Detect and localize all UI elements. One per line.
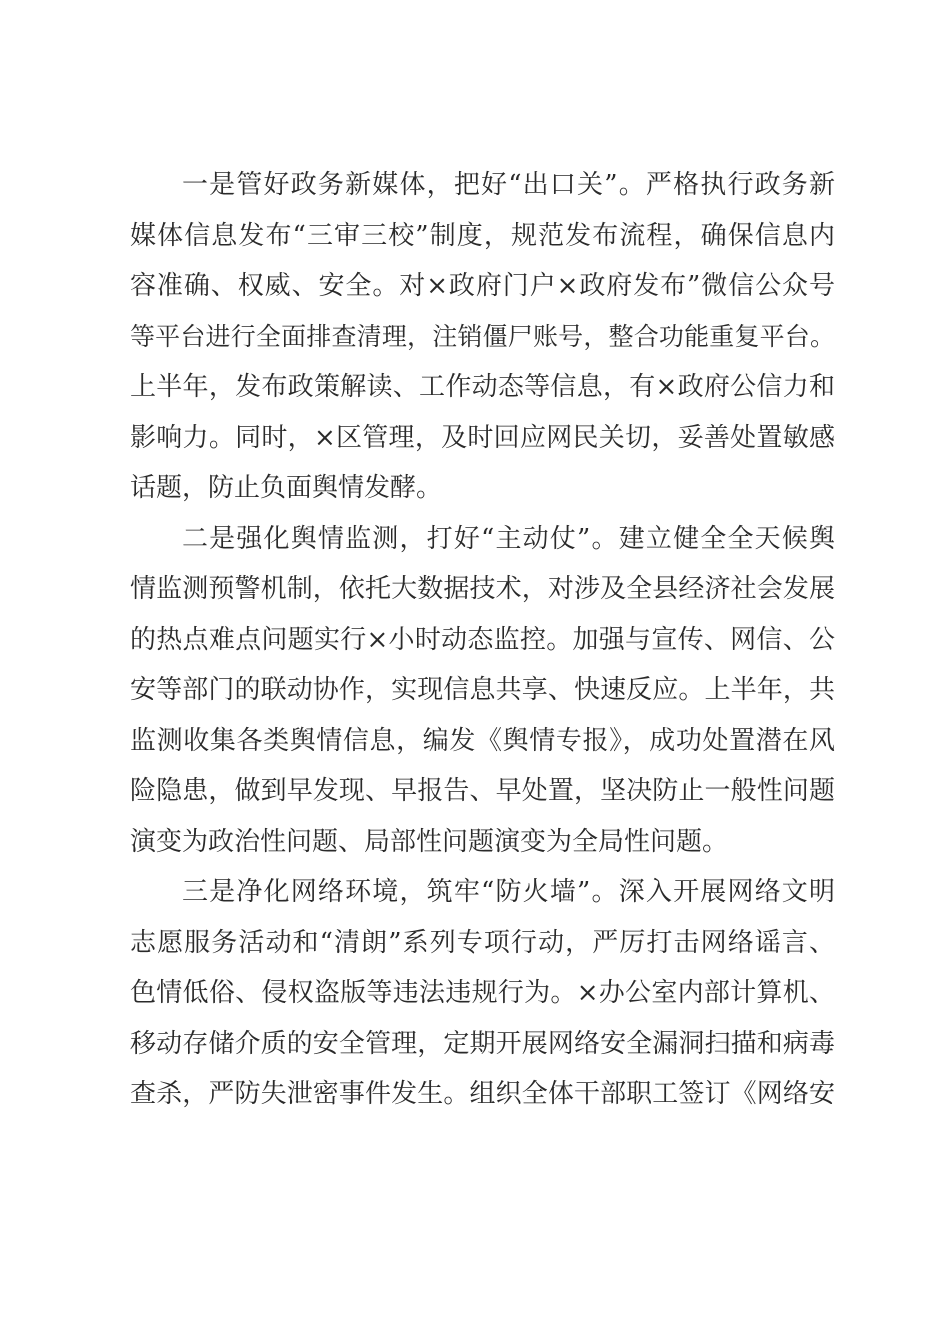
text-line: 情监测预警机制，依托大数据技术，对涉及全县经济社会发展	[130, 574, 835, 604]
paragraph-2	[130, 514, 835, 868]
text-line: 上半年，发布政策解读、工作动态等信息，有×政府公信力和	[130, 372, 835, 402]
text-line: 影响力。同时，×区管理，及时回应网民关切，妥善处置敏感	[130, 422, 835, 453]
text-line: 的热点难点问题实行×小时动态监控。加强与宣传、网信、公	[130, 624, 835, 655]
paragraph-1	[130, 160, 835, 514]
text-line: 二是强化舆情监测，打好“主动仗”。建立健全全天候舆	[182, 523, 835, 554]
text-line: 志愿服务活动和“清朗”系列专项行动，严厉打击网络谣言、	[130, 927, 835, 958]
text-line: 演变为政治性问题、局部性问题演变为全局性问题。	[130, 826, 729, 857]
text-line: 查杀，严防失泄密事件发生。组织全体干部职工签订《网络安	[130, 1079, 835, 1109]
text-line: 一是管好政务新媒体，把好“出口关”。严格执行政务新	[182, 170, 835, 200]
text-line: 监测收集各类舆情信息，编发《舆情专报》，成功处置潜在风	[130, 725, 835, 756]
text-line: 媒体信息发布“三审三校”制度，规范发布流程，确保信息内	[130, 220, 835, 251]
text-line: 容准确、权威、安全。对×政府门户×政府发布”微信公众号	[130, 271, 835, 301]
text-line: 等平台进行全面排查清理，注销僵尸账号，整合功能重复平台。	[130, 321, 835, 351]
text-line: 三是净化网络环境，筑牢“防火墙”。深入开展网络文明	[182, 877, 835, 907]
paragraph-3	[130, 867, 835, 1120]
text-line: 色情低俗、侵权盗版等违法违规行为。×办公室内部计算机、	[130, 978, 835, 1008]
text-line: 险隐患，做到早发现、早报告、早处置，坚决防止一般性问题	[130, 776, 835, 806]
text-line: 话题，防止负面舆情发酵。	[130, 473, 443, 503]
text-line: 安等部门的联动协作，实现信息共享、快速反应。上半年，共	[130, 675, 835, 705]
text-line: 移动存储介质的安全管理，定期开展网络安全漏洞扫描和病毒	[130, 1028, 835, 1059]
document-body	[130, 160, 835, 1120]
